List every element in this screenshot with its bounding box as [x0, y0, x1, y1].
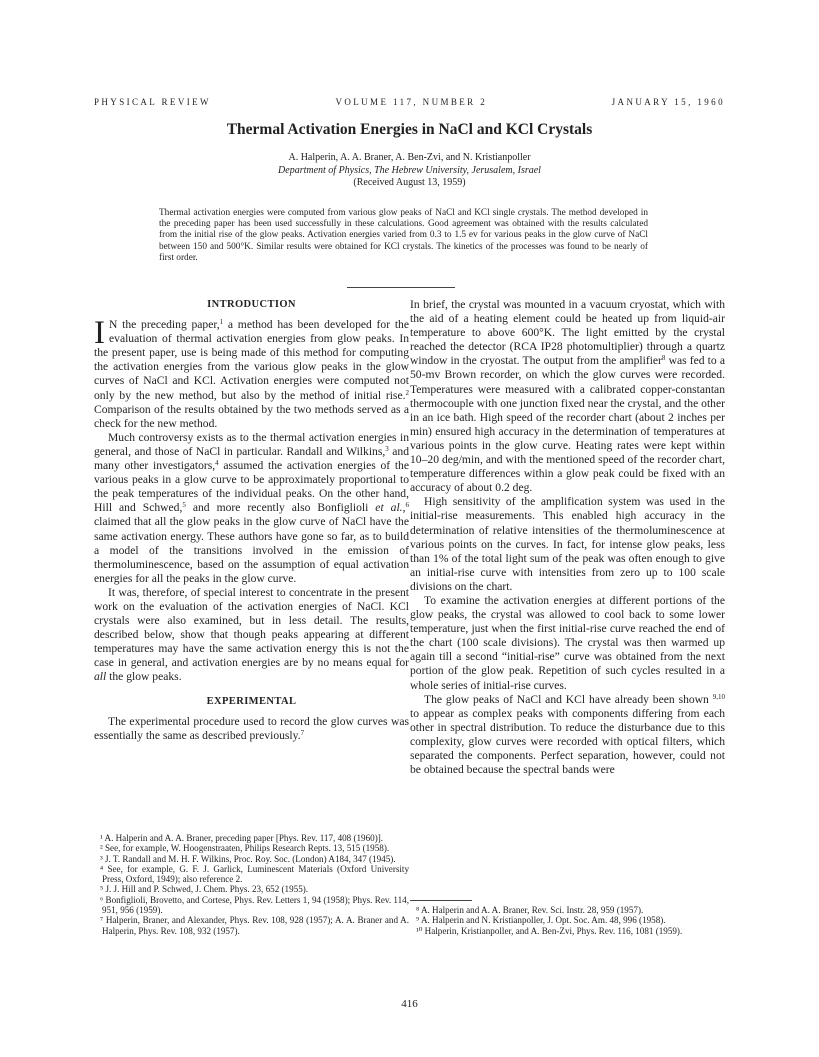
affiliation: Department of Physics, The Hebrew University, Jerusalem, Israel — [278, 164, 541, 176]
journal-name: PHYSICAL REVIEW — [94, 97, 211, 107]
ref-7[interactable]: 7 — [300, 728, 305, 737]
intro-paragraph-1: I N the preceding paper,$^1$ a method has been developed for the evaluation of thermal activation energies from glow peaks. In the present paper, use is being made of this method for computing the activation energies from the various glow peaks in the glow curves of NaCl and KCl. Activation energies were computed not only by the new method, but also by the method of initial rise.$^2$ Comparison of the results obtained by the two methods served as a check for the new method. — [94, 315, 409, 430]
right-column — [410, 298, 725, 777]
ref-1[interactable]: 1 — [219, 318, 224, 327]
drop-cap: I — [94, 315, 105, 352]
experimental-paragraph-3: High sensitivity of the amplification system was used in the initial-rise measurements. This enabled high accuracy in the determination of relative intensities of the thermoluminescence at various points on the curves. In fact, for intense glow peaks, less than 1% of the total light sum of the peak was often enough to give an initial-rise curve with intensities from zero up to 100 scale divisions on the chart. — [410, 495, 725, 593]
footnote: ² See, for example, W. Hoogenstraaten, Philips Research Repts. 13, 515 (1958). — [100, 843, 390, 854]
footnote: ⁹ A. Halperin and N. Kristianpoller, J. Opt. Soc. Am. 48, 996 (1958). — [416, 915, 666, 926]
page-number: 416 — [401, 998, 418, 1010]
ref-6[interactable]: 6 — [405, 501, 409, 510]
footnote: ⁸ A. Halperin and A. A. Braner, Rev. Sci. Instr. 28, 959 (1957). — [416, 905, 644, 915]
ref-4[interactable]: 4 — [215, 459, 219, 468]
author-list: A. Halperin, A. A. Braner, A. Ben-Zvi, and N. Kristianpoller — [288, 152, 531, 163]
left-column — [94, 298, 409, 743]
footnotes-right — [410, 900, 725, 936]
ref-8[interactable]: 8 — [661, 354, 666, 363]
footnote-divider — [410, 900, 472, 901]
introduction-heading: INTRODUCTION — [207, 299, 296, 310]
experimental-paragraph-5: The glow peaks of NaCl and KCl have already been shown $^{9,10}$ to appear as complex peaks with components differing from each other in spectral distribution. To reduce the disturbance due to this complexity, glow curves were recorded with optical filters, which separated the components. Perfect separation, however, could not be obtained because the spectral bands were — [410, 692, 725, 777]
experimental-paragraph-2: In brief, the crystal was mounted in a vacuum cryostat, which with the aid of a heating element could be heated up from liquid-air temperature to above 600°K. The light emitted by the crystal reached the detector (RCA IP28 photomultiplier) through a quartz window in the cryostat. The output from the amplifier$^8$ was fed to a 50-mv Brown recorder, on which the glow curves were recorded. Temperatures were measured with a calibrated copper-constantan thermocouple with one junction fixed near the crystal, and the other in an ice bath. High speed of the recorder chart (about 2 inches per min) ensured high accuracy in the determination of temperatures at various points in the glow curve. Heating rates were kept within 10–20 deg/min, and with the mentioned speed of the recorder chart, temperature differences within a glow peak could be fixed with an accuracy of about 0.2 deg. — [410, 298, 725, 495]
footnote: ⁴ See, for example, G. F. J. Garlick, Luminescent Materials (Oxford University Press, Oxford, 1949); also reference 2. — [100, 863, 409, 885]
issue-date: JANUARY 15, 1960 — [611, 97, 725, 107]
footnote: ¹ A. Halperin and A. A. Braner, preceding paper [Phys. Rev. 117, 408 (1960)]. — [100, 833, 384, 843]
ref-3[interactable]: 3 — [385, 444, 389, 453]
intro-paragraph-2: Much controversy exists as to the thermal activation energies in general, and those of NaCl in particular. Randall and Wilkins,$^3$ and many other investigators,$^4$ assumed the activation energies of the various peaks in a glow curve to be approximately proportional to the peak temperatures of the individual peaks. On the other hand, Hill and Schwed,$^5$ and more recently also Bonfiglioli et al.,$^6$ claimed that all the glow peaks in the glow curve of NaCl have the same activation energy. These authors have gone so far, as to build a model of the transitions involved in the emission of thermoluminescence, based on the assumption of equal activation energies for all the peaks in the glow curve. — [94, 430, 410, 585]
experimental-paragraph-4: To examine the activation energies at different portions of the glow peaks, the crystal was allowed to cool back to some lower temperature, just when the first initial-rise curve reached the end of the chart (100 scale divisions). The crystal was then warmed up again till a second “initial-rise” curve was obtained from the next portion of the glow peak. Repetition of such cycles resulted in a whole series of initial-rise curves. — [410, 593, 725, 692]
ref-5[interactable]: 5 — [182, 501, 186, 510]
author-block — [0, 152, 819, 190]
abstract: Thermal activation energies were computed from various glow peaks of NaCl and KCl single crystals. The method developed in the preceding paper has been used successfully in these calculations. Good agreement was obtained with the results calculated from the initial rise of the glow peaks. Activation energies varied from 0.3 to 1.5 ev for various peaks in the glow curve of NaCl between 150 and 500°K. Similar results were obtained for KCl crystals. The kinetics of the processes was found to be nearly of first order. — [159, 208, 648, 263]
footnote: ⁷ Halperin, Braner, and Alexander, Phys. Rev. 108, 928 (1957); A. A. Braner and A. Halperin, Phys. Rev. 108, 932 (1957). — [100, 915, 409, 936]
paper-title: Thermal Activation Energies in NaCl and KCl Crystals — [226, 121, 593, 138]
footnote: ⁵ J. J. Hill and P. Schwed, J. Chem. Phys. 23, 652 (1955). — [100, 884, 309, 895]
ref-2[interactable]: 2 — [405, 388, 409, 397]
ref-9-10[interactable]: 9,10 — [712, 692, 725, 701]
footnote: ¹⁰ Halperin, Kristianpoller, and A. Ben-Zvi, Phys. Rev. 116, 1081 (1959). — [416, 925, 683, 936]
experimental-heading: EXPERIMENTAL — [206, 695, 297, 707]
footnote: ⁶ Bonfiglioli, Brovetto, and Cortese, Phys. Rev. Letters 1, 94 (1958); Phys. Rev. 114, 951, 956 (1959). — [100, 894, 409, 916]
received-date: (Received August 13, 1959) — [353, 177, 466, 188]
running-head — [94, 97, 725, 107]
footnote: ³ J. T. Randall and M. H. F. Wilkins, Proc. Roy. Soc. (London) A184, 347 (1945). — [100, 853, 396, 864]
footnotes-left — [94, 833, 409, 936]
volume-number: VOLUME 117, NUMBER 2 — [335, 97, 488, 107]
experimental-paragraph-1: The experimental procedure used to record the glow curves was essentially the same as described previously.$^7$ — [94, 714, 409, 742]
abstract-divider — [347, 287, 455, 288]
intro-paragraph-3: It was, therefore, of special interest to concentrate in the present work on the evaluation of the activation energies of NaCl. KCl crystals were also examined, but in less detail. The results, described below, show that though peaks appearing at different temperatures may have the same activation energy this is not the case in general, and activation energies are by no means equal for all the glow peaks. — [94, 585, 409, 684]
